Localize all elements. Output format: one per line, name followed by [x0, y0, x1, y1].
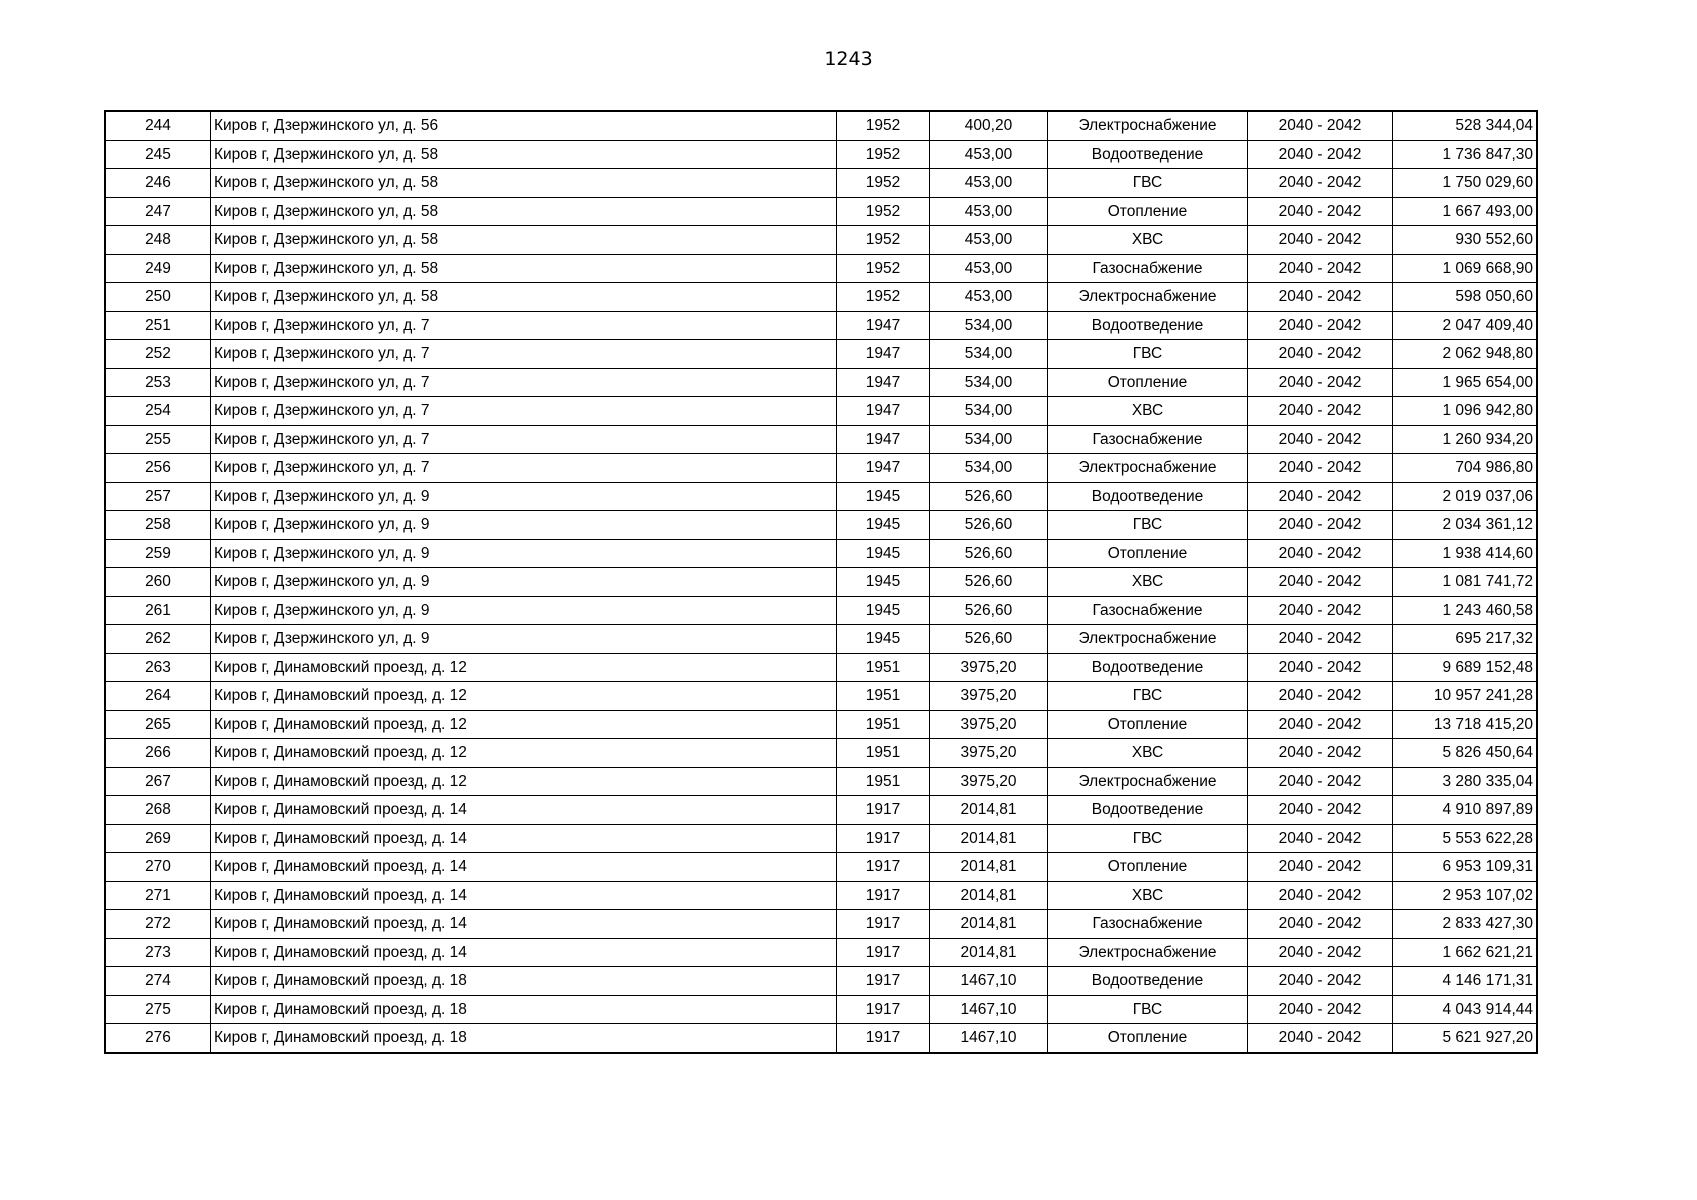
- address-cell: Киров г, Дзержинского ул, д. 7: [211, 368, 837, 397]
- address-cell: Киров г, Дзержинского ул, д. 58: [211, 140, 837, 169]
- row-number-cell: 246: [105, 169, 211, 198]
- work-type-cell: ГВС: [1048, 169, 1248, 198]
- row-number-cell: 263: [105, 653, 211, 682]
- period-cell: 2040 - 2042: [1248, 539, 1393, 568]
- table-row: [105, 254, 1537, 283]
- table-row: [105, 454, 1537, 483]
- work-type-cell: Электроснабжение: [1048, 938, 1248, 967]
- row-number-cell: 276: [105, 1024, 211, 1053]
- table-row: [105, 340, 1537, 369]
- table-row: [105, 568, 1537, 597]
- row-number-cell: 268: [105, 796, 211, 825]
- area-cell: 534,00: [930, 368, 1048, 397]
- table-row: [105, 169, 1537, 198]
- address-cell: Киров г, Динамовский проезд, д. 12: [211, 653, 837, 682]
- row-number-cell: 273: [105, 938, 211, 967]
- area-cell: 2014,81: [930, 824, 1048, 853]
- table-row: [105, 596, 1537, 625]
- table-row: [105, 311, 1537, 340]
- cost-cell: 4 910 897,89: [1393, 796, 1538, 825]
- cost-cell: 1 243 460,58: [1393, 596, 1538, 625]
- cost-cell: 1 081 741,72: [1393, 568, 1538, 597]
- year-cell: 1952: [837, 226, 930, 255]
- area-cell: 534,00: [930, 340, 1048, 369]
- table-row: [105, 111, 1537, 140]
- period-cell: 2040 - 2042: [1248, 995, 1393, 1024]
- period-cell: 2040 - 2042: [1248, 853, 1393, 882]
- area-cell: 3975,20: [930, 682, 1048, 711]
- table-row: [105, 397, 1537, 426]
- work-type-cell: ГВС: [1048, 824, 1248, 853]
- address-cell: Киров г, Динамовский проезд, д. 14: [211, 853, 837, 882]
- year-cell: 1917: [837, 967, 930, 996]
- address-cell: Киров г, Дзержинского ул, д. 9: [211, 568, 837, 597]
- area-cell: 453,00: [930, 197, 1048, 226]
- address-cell: Киров г, Динамовский проезд, д. 14: [211, 910, 837, 939]
- row-number-cell: 244: [105, 111, 211, 140]
- year-cell: 1945: [837, 596, 930, 625]
- cost-cell: 10 957 241,28: [1393, 682, 1538, 711]
- row-number-cell: 255: [105, 425, 211, 454]
- work-type-cell: Отопление: [1048, 1024, 1248, 1053]
- cost-cell: 2 047 409,40: [1393, 311, 1538, 340]
- table-row: [105, 653, 1537, 682]
- area-cell: 3975,20: [930, 653, 1048, 682]
- year-cell: 1951: [837, 739, 930, 768]
- work-type-cell: Отопление: [1048, 710, 1248, 739]
- area-cell: 3975,20: [930, 739, 1048, 768]
- year-cell: 1945: [837, 568, 930, 597]
- cost-cell: 6 953 109,31: [1393, 853, 1538, 882]
- table-row: [105, 910, 1537, 939]
- area-cell: 2014,81: [930, 881, 1048, 910]
- row-number-cell: 264: [105, 682, 211, 711]
- table-row: [105, 995, 1537, 1024]
- work-type-cell: Водоотведение: [1048, 482, 1248, 511]
- period-cell: 2040 - 2042: [1248, 910, 1393, 939]
- cost-cell: 695 217,32: [1393, 625, 1538, 654]
- period-cell: 2040 - 2042: [1248, 511, 1393, 540]
- works-table: [104, 110, 1538, 1054]
- year-cell: 1947: [837, 368, 930, 397]
- row-number-cell: 253: [105, 368, 211, 397]
- row-number-cell: 270: [105, 853, 211, 882]
- row-number-cell: 261: [105, 596, 211, 625]
- period-cell: 2040 - 2042: [1248, 881, 1393, 910]
- row-number-cell: 259: [105, 539, 211, 568]
- year-cell: 1947: [837, 454, 930, 483]
- area-cell: 534,00: [930, 397, 1048, 426]
- cost-cell: 598 050,60: [1393, 283, 1538, 312]
- table-row: [105, 368, 1537, 397]
- cost-cell: 3 280 335,04: [1393, 767, 1538, 796]
- address-cell: Киров г, Динамовский проезд, д. 14: [211, 938, 837, 967]
- cost-cell: 1 096 942,80: [1393, 397, 1538, 426]
- area-cell: 3975,20: [930, 710, 1048, 739]
- year-cell: 1951: [837, 682, 930, 711]
- period-cell: 2040 - 2042: [1248, 938, 1393, 967]
- year-cell: 1951: [837, 653, 930, 682]
- work-type-cell: Электроснабжение: [1048, 111, 1248, 140]
- address-cell: Киров г, Динамовский проезд, д. 18: [211, 995, 837, 1024]
- cost-cell: 1 736 847,30: [1393, 140, 1538, 169]
- period-cell: 2040 - 2042: [1248, 596, 1393, 625]
- address-cell: Киров г, Дзержинского ул, д. 9: [211, 539, 837, 568]
- table-row: [105, 283, 1537, 312]
- address-cell: Киров г, Динамовский проезд, д. 18: [211, 967, 837, 996]
- cost-cell: 1 662 621,21: [1393, 938, 1538, 967]
- table-row: [105, 739, 1537, 768]
- cost-cell: 1 260 934,20: [1393, 425, 1538, 454]
- cost-cell: 5 553 622,28: [1393, 824, 1538, 853]
- cost-cell: 2 953 107,02: [1393, 881, 1538, 910]
- table-row: [105, 539, 1537, 568]
- cost-cell: 1 938 414,60: [1393, 539, 1538, 568]
- table-row: [105, 682, 1537, 711]
- table-row: [105, 226, 1537, 255]
- area-cell: 534,00: [930, 425, 1048, 454]
- period-cell: 2040 - 2042: [1248, 482, 1393, 511]
- area-cell: 1467,10: [930, 1024, 1048, 1053]
- address-cell: Киров г, Динамовский проезд, д. 14: [211, 796, 837, 825]
- year-cell: 1917: [837, 853, 930, 882]
- area-cell: 526,60: [930, 568, 1048, 597]
- period-cell: 2040 - 2042: [1248, 1024, 1393, 1053]
- period-cell: 2040 - 2042: [1248, 397, 1393, 426]
- table-row: [105, 482, 1537, 511]
- year-cell: 1917: [837, 881, 930, 910]
- table-row: [105, 1024, 1537, 1053]
- work-type-cell: ХВС: [1048, 739, 1248, 768]
- address-cell: Киров г, Динамовский проезд, д. 12: [211, 739, 837, 768]
- period-cell: 2040 - 2042: [1248, 739, 1393, 768]
- work-type-cell: ХВС: [1048, 881, 1248, 910]
- year-cell: 1917: [837, 824, 930, 853]
- work-type-cell: ХВС: [1048, 397, 1248, 426]
- row-number-cell: 267: [105, 767, 211, 796]
- area-cell: 526,60: [930, 539, 1048, 568]
- work-type-cell: Водоотведение: [1048, 653, 1248, 682]
- area-cell: 453,00: [930, 283, 1048, 312]
- work-type-cell: Электроснабжение: [1048, 283, 1248, 312]
- area-cell: 400,20: [930, 111, 1048, 140]
- period-cell: 2040 - 2042: [1248, 226, 1393, 255]
- address-cell: Киров г, Динамовский проезд, д. 14: [211, 824, 837, 853]
- address-cell: Киров г, Дзержинского ул, д. 9: [211, 511, 837, 540]
- work-type-cell: Газоснабжение: [1048, 910, 1248, 939]
- row-number-cell: 248: [105, 226, 211, 255]
- period-cell: 2040 - 2042: [1248, 368, 1393, 397]
- period-cell: 2040 - 2042: [1248, 568, 1393, 597]
- address-cell: Киров г, Динамовский проезд, д. 18: [211, 1024, 837, 1053]
- work-type-cell: ХВС: [1048, 568, 1248, 597]
- area-cell: 2014,81: [930, 853, 1048, 882]
- address-cell: Киров г, Дзержинского ул, д. 7: [211, 425, 837, 454]
- work-type-cell: Отопление: [1048, 539, 1248, 568]
- cost-cell: 2 034 361,12: [1393, 511, 1538, 540]
- row-number-cell: 266: [105, 739, 211, 768]
- area-cell: 1467,10: [930, 967, 1048, 996]
- year-cell: 1945: [837, 539, 930, 568]
- address-cell: Киров г, Дзержинского ул, д. 9: [211, 596, 837, 625]
- address-cell: Киров г, Динамовский проезд, д. 14: [211, 881, 837, 910]
- period-cell: 2040 - 2042: [1248, 682, 1393, 711]
- period-cell: 2040 - 2042: [1248, 254, 1393, 283]
- work-type-cell: ГВС: [1048, 340, 1248, 369]
- cost-cell: 930 552,60: [1393, 226, 1538, 255]
- period-cell: 2040 - 2042: [1248, 967, 1393, 996]
- table-row: [105, 796, 1537, 825]
- period-cell: 2040 - 2042: [1248, 767, 1393, 796]
- period-cell: 2040 - 2042: [1248, 283, 1393, 312]
- address-cell: Киров г, Дзержинского ул, д. 58: [211, 283, 837, 312]
- year-cell: 1917: [837, 995, 930, 1024]
- period-cell: 2040 - 2042: [1248, 340, 1393, 369]
- address-cell: Киров г, Дзержинского ул, д. 58: [211, 226, 837, 255]
- area-cell: 453,00: [930, 140, 1048, 169]
- address-cell: Киров г, Дзержинского ул, д. 7: [211, 340, 837, 369]
- address-cell: Киров г, Дзержинского ул, д. 9: [211, 625, 837, 654]
- table-row: [105, 710, 1537, 739]
- cost-cell: 4 043 914,44: [1393, 995, 1538, 1024]
- cost-cell: 528 344,04: [1393, 111, 1538, 140]
- work-type-cell: ХВС: [1048, 226, 1248, 255]
- work-type-cell: Водоотведение: [1048, 796, 1248, 825]
- row-number-cell: 258: [105, 511, 211, 540]
- cost-cell: 1 965 654,00: [1393, 368, 1538, 397]
- area-cell: 453,00: [930, 226, 1048, 255]
- work-type-cell: ГВС: [1048, 995, 1248, 1024]
- cost-cell: 2 833 427,30: [1393, 910, 1538, 939]
- cost-cell: 5 621 927,20: [1393, 1024, 1538, 1053]
- work-type-cell: Электроснабжение: [1048, 767, 1248, 796]
- area-cell: 526,60: [930, 482, 1048, 511]
- address-cell: Киров г, Дзержинского ул, д. 56: [211, 111, 837, 140]
- area-cell: 1467,10: [930, 995, 1048, 1024]
- period-cell: 2040 - 2042: [1248, 169, 1393, 198]
- row-number-cell: 247: [105, 197, 211, 226]
- work-type-cell: Отопление: [1048, 368, 1248, 397]
- table-row: [105, 824, 1537, 853]
- work-type-cell: Газоснабжение: [1048, 254, 1248, 283]
- area-cell: 526,60: [930, 625, 1048, 654]
- row-number-cell: 260: [105, 568, 211, 597]
- period-cell: 2040 - 2042: [1248, 454, 1393, 483]
- area-cell: 2014,81: [930, 796, 1048, 825]
- table-row: [105, 197, 1537, 226]
- address-cell: Киров г, Дзержинского ул, д. 7: [211, 397, 837, 426]
- table-row: [105, 767, 1537, 796]
- period-cell: 2040 - 2042: [1248, 824, 1393, 853]
- work-type-cell: Электроснабжение: [1048, 625, 1248, 654]
- work-type-cell: Газоснабжение: [1048, 425, 1248, 454]
- row-number-cell: 256: [105, 454, 211, 483]
- year-cell: 1917: [837, 796, 930, 825]
- year-cell: 1917: [837, 1024, 930, 1053]
- work-type-cell: Газоснабжение: [1048, 596, 1248, 625]
- year-cell: 1945: [837, 482, 930, 511]
- cost-cell: 2 019 037,06: [1393, 482, 1538, 511]
- period-cell: 2040 - 2042: [1248, 796, 1393, 825]
- row-number-cell: 249: [105, 254, 211, 283]
- address-cell: Киров г, Дзержинского ул, д. 9: [211, 482, 837, 511]
- area-cell: 453,00: [930, 169, 1048, 198]
- cost-cell: 9 689 152,48: [1393, 653, 1538, 682]
- address-cell: Киров г, Дзержинского ул, д. 58: [211, 169, 837, 198]
- work-type-cell: Электроснабжение: [1048, 454, 1248, 483]
- cost-cell: 1 750 029,60: [1393, 169, 1538, 198]
- address-cell: Киров г, Дзержинского ул, д. 7: [211, 311, 837, 340]
- period-cell: 2040 - 2042: [1248, 653, 1393, 682]
- cost-cell: 5 826 450,64: [1393, 739, 1538, 768]
- year-cell: 1917: [837, 938, 930, 967]
- row-number-cell: 257: [105, 482, 211, 511]
- work-type-cell: Водоотведение: [1048, 311, 1248, 340]
- period-cell: 2040 - 2042: [1248, 197, 1393, 226]
- row-number-cell: 252: [105, 340, 211, 369]
- period-cell: 2040 - 2042: [1248, 111, 1393, 140]
- area-cell: 534,00: [930, 311, 1048, 340]
- row-number-cell: 271: [105, 881, 211, 910]
- period-cell: 2040 - 2042: [1248, 625, 1393, 654]
- table-row: [105, 881, 1537, 910]
- work-type-cell: Водоотведение: [1048, 140, 1248, 169]
- year-cell: 1952: [837, 140, 930, 169]
- year-cell: 1947: [837, 311, 930, 340]
- year-cell: 1945: [837, 511, 930, 540]
- row-number-cell: 275: [105, 995, 211, 1024]
- row-number-cell: 269: [105, 824, 211, 853]
- table-row: [105, 511, 1537, 540]
- year-cell: 1952: [837, 254, 930, 283]
- work-type-cell: Водоотведение: [1048, 967, 1248, 996]
- table-row: [105, 967, 1537, 996]
- year-cell: 1945: [837, 625, 930, 654]
- year-cell: 1917: [837, 910, 930, 939]
- year-cell: 1952: [837, 169, 930, 198]
- row-number-cell: 254: [105, 397, 211, 426]
- year-cell: 1951: [837, 710, 930, 739]
- year-cell: 1952: [837, 197, 930, 226]
- table-row: [105, 853, 1537, 882]
- table-row: [105, 625, 1537, 654]
- address-cell: Киров г, Дзержинского ул, д. 7: [211, 454, 837, 483]
- year-cell: 1951: [837, 767, 930, 796]
- cost-cell: 2 062 948,80: [1393, 340, 1538, 369]
- cost-cell: 4 146 171,31: [1393, 967, 1538, 996]
- work-type-cell: ГВС: [1048, 511, 1248, 540]
- year-cell: 1947: [837, 397, 930, 426]
- area-cell: 526,60: [930, 596, 1048, 625]
- address-cell: Киров г, Дзержинского ул, д. 58: [211, 197, 837, 226]
- address-cell: Киров г, Дзержинского ул, д. 58: [211, 254, 837, 283]
- works-table-body: [105, 111, 1537, 1053]
- cost-cell: 1 667 493,00: [1393, 197, 1538, 226]
- table-row: [105, 425, 1537, 454]
- work-type-cell: Отопление: [1048, 197, 1248, 226]
- area-cell: 2014,81: [930, 938, 1048, 967]
- page-number: 1243: [824, 48, 873, 70]
- work-type-cell: Отопление: [1048, 853, 1248, 882]
- period-cell: 2040 - 2042: [1248, 140, 1393, 169]
- area-cell: 3975,20: [930, 767, 1048, 796]
- row-number-cell: 274: [105, 967, 211, 996]
- cost-cell: 704 986,80: [1393, 454, 1538, 483]
- area-cell: 526,60: [930, 511, 1048, 540]
- address-cell: Киров г, Динамовский проезд, д. 12: [211, 767, 837, 796]
- row-number-cell: 265: [105, 710, 211, 739]
- row-number-cell: 262: [105, 625, 211, 654]
- row-number-cell: 251: [105, 311, 211, 340]
- year-cell: 1947: [837, 340, 930, 369]
- address-cell: Киров г, Динамовский проезд, д. 12: [211, 682, 837, 711]
- period-cell: 2040 - 2042: [1248, 425, 1393, 454]
- row-number-cell: 272: [105, 910, 211, 939]
- area-cell: 2014,81: [930, 910, 1048, 939]
- row-number-cell: 250: [105, 283, 211, 312]
- address-cell: Киров г, Динамовский проезд, д. 12: [211, 710, 837, 739]
- period-cell: 2040 - 2042: [1248, 710, 1393, 739]
- work-type-cell: ГВС: [1048, 682, 1248, 711]
- table-row: [105, 140, 1537, 169]
- year-cell: 1947: [837, 425, 930, 454]
- area-cell: 453,00: [930, 254, 1048, 283]
- period-cell: 2040 - 2042: [1248, 311, 1393, 340]
- year-cell: 1952: [837, 283, 930, 312]
- cost-cell: 1 069 668,90: [1393, 254, 1538, 283]
- cost-cell: 13 718 415,20: [1393, 710, 1538, 739]
- year-cell: 1952: [837, 111, 930, 140]
- area-cell: 534,00: [930, 454, 1048, 483]
- table-row: [105, 938, 1537, 967]
- row-number-cell: 245: [105, 140, 211, 169]
